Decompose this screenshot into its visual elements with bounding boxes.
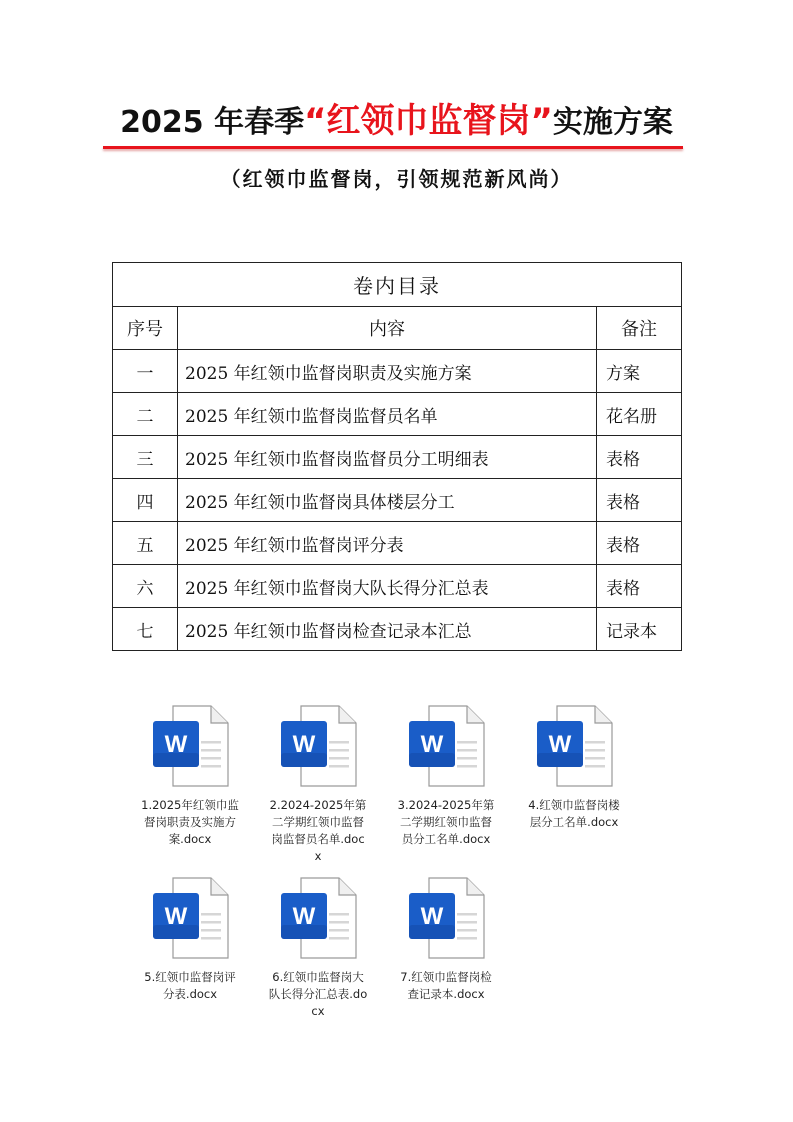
word-doc-icon — [151, 877, 229, 959]
file-label: 3.2024-2025年第二学期红领巾监督员分工名单.docx — [397, 798, 495, 846]
page-subtitle: （红领巾监督岗，引领规范新风尚） — [220, 167, 573, 191]
file-label: 5.红领巾监督岗评分表.docx — [144, 970, 236, 1001]
word-badge-letter: W — [420, 731, 444, 758]
toc-table — [112, 262, 682, 651]
title-highlight: “红领巾监督岗” — [304, 101, 553, 141]
row-content: 2025 年红领巾监督岗监督员名单 — [178, 393, 597, 436]
row-no: 二 — [113, 393, 178, 436]
row-no: 三 — [113, 436, 178, 479]
table-row — [113, 479, 682, 522]
toc-caption: 卷内目录 — [113, 263, 682, 307]
word-badge-letter: W — [292, 731, 316, 758]
file-label: 2.2024-2025年第二学期红领巾监督岗监督员名单.docx — [269, 798, 367, 863]
file-label: 4.红领巾监督岗楼层分工名单.docx — [528, 798, 620, 829]
row-note: 表格 — [597, 522, 682, 565]
row-note: 记录本 — [597, 608, 682, 651]
file-item[interactable] — [140, 877, 240, 1003]
word-badge-letter: W — [164, 731, 188, 758]
row-content: 2025 年红领巾监督岗大队长得分汇总表 — [178, 565, 597, 608]
word-badge-letter: W — [164, 903, 188, 930]
row-note: 花名册 — [597, 393, 682, 436]
row-no: 七 — [113, 608, 178, 651]
row-content: 2025 年红领巾监督岗评分表 — [178, 522, 597, 565]
word-doc-icon — [407, 877, 485, 959]
title-prefix: 2025 年春季 — [120, 105, 305, 140]
row-no: 一 — [113, 350, 178, 393]
row-note: 表格 — [597, 479, 682, 522]
row-no: 五 — [113, 522, 178, 565]
row-content: 2025 年红领巾监督岗检查记录本汇总 — [178, 608, 597, 651]
word-badge-letter: W — [548, 731, 572, 758]
file-item[interactable] — [396, 877, 496, 1003]
table-row — [113, 522, 682, 565]
file-item[interactable] — [268, 877, 368, 1020]
table-row — [113, 608, 682, 651]
table-row — [113, 393, 682, 436]
file-item[interactable] — [268, 705, 368, 865]
file-item[interactable] — [140, 705, 240, 848]
row-content: 2025 年红领巾监督岗具体楼层分工 — [178, 479, 597, 522]
row-content: 2025 年红领巾监督岗职责及实施方案 — [178, 350, 597, 393]
header-note: 备注 — [597, 307, 682, 350]
page-title — [0, 98, 793, 146]
word-doc-icon — [151, 705, 229, 787]
word-doc-icon — [279, 705, 357, 787]
row-content: 2025 年红领巾监督岗监督员分工明细表 — [178, 436, 597, 479]
file-item[interactable] — [524, 705, 624, 831]
row-no: 四 — [113, 479, 178, 522]
row-note: 表格 — [597, 436, 682, 479]
word-badge-letter: W — [292, 903, 316, 930]
row-no: 六 — [113, 565, 178, 608]
word-badge-letter: W — [420, 903, 444, 930]
title-suffix: 实施方案 — [552, 105, 673, 140]
row-note: 表格 — [597, 565, 682, 608]
header-no: 序号 — [113, 307, 178, 350]
title-underline — [103, 146, 683, 149]
file-label: 7.红领巾监督岗检查记录本.docx — [400, 970, 492, 1001]
table-row — [113, 565, 682, 608]
row-note: 方案 — [597, 350, 682, 393]
word-doc-icon — [407, 705, 485, 787]
table-row — [113, 436, 682, 479]
file-label: 6.红领巾监督岗大队长得分汇总表.docx — [268, 970, 368, 1018]
header-content: 内容 — [178, 307, 597, 350]
table-row — [113, 350, 682, 393]
word-doc-icon — [279, 877, 357, 959]
file-item[interactable] — [396, 705, 496, 848]
word-doc-icon — [535, 705, 613, 787]
file-label: 1.2025年红领巾监督岗职责及实施方案.docx — [141, 798, 239, 846]
